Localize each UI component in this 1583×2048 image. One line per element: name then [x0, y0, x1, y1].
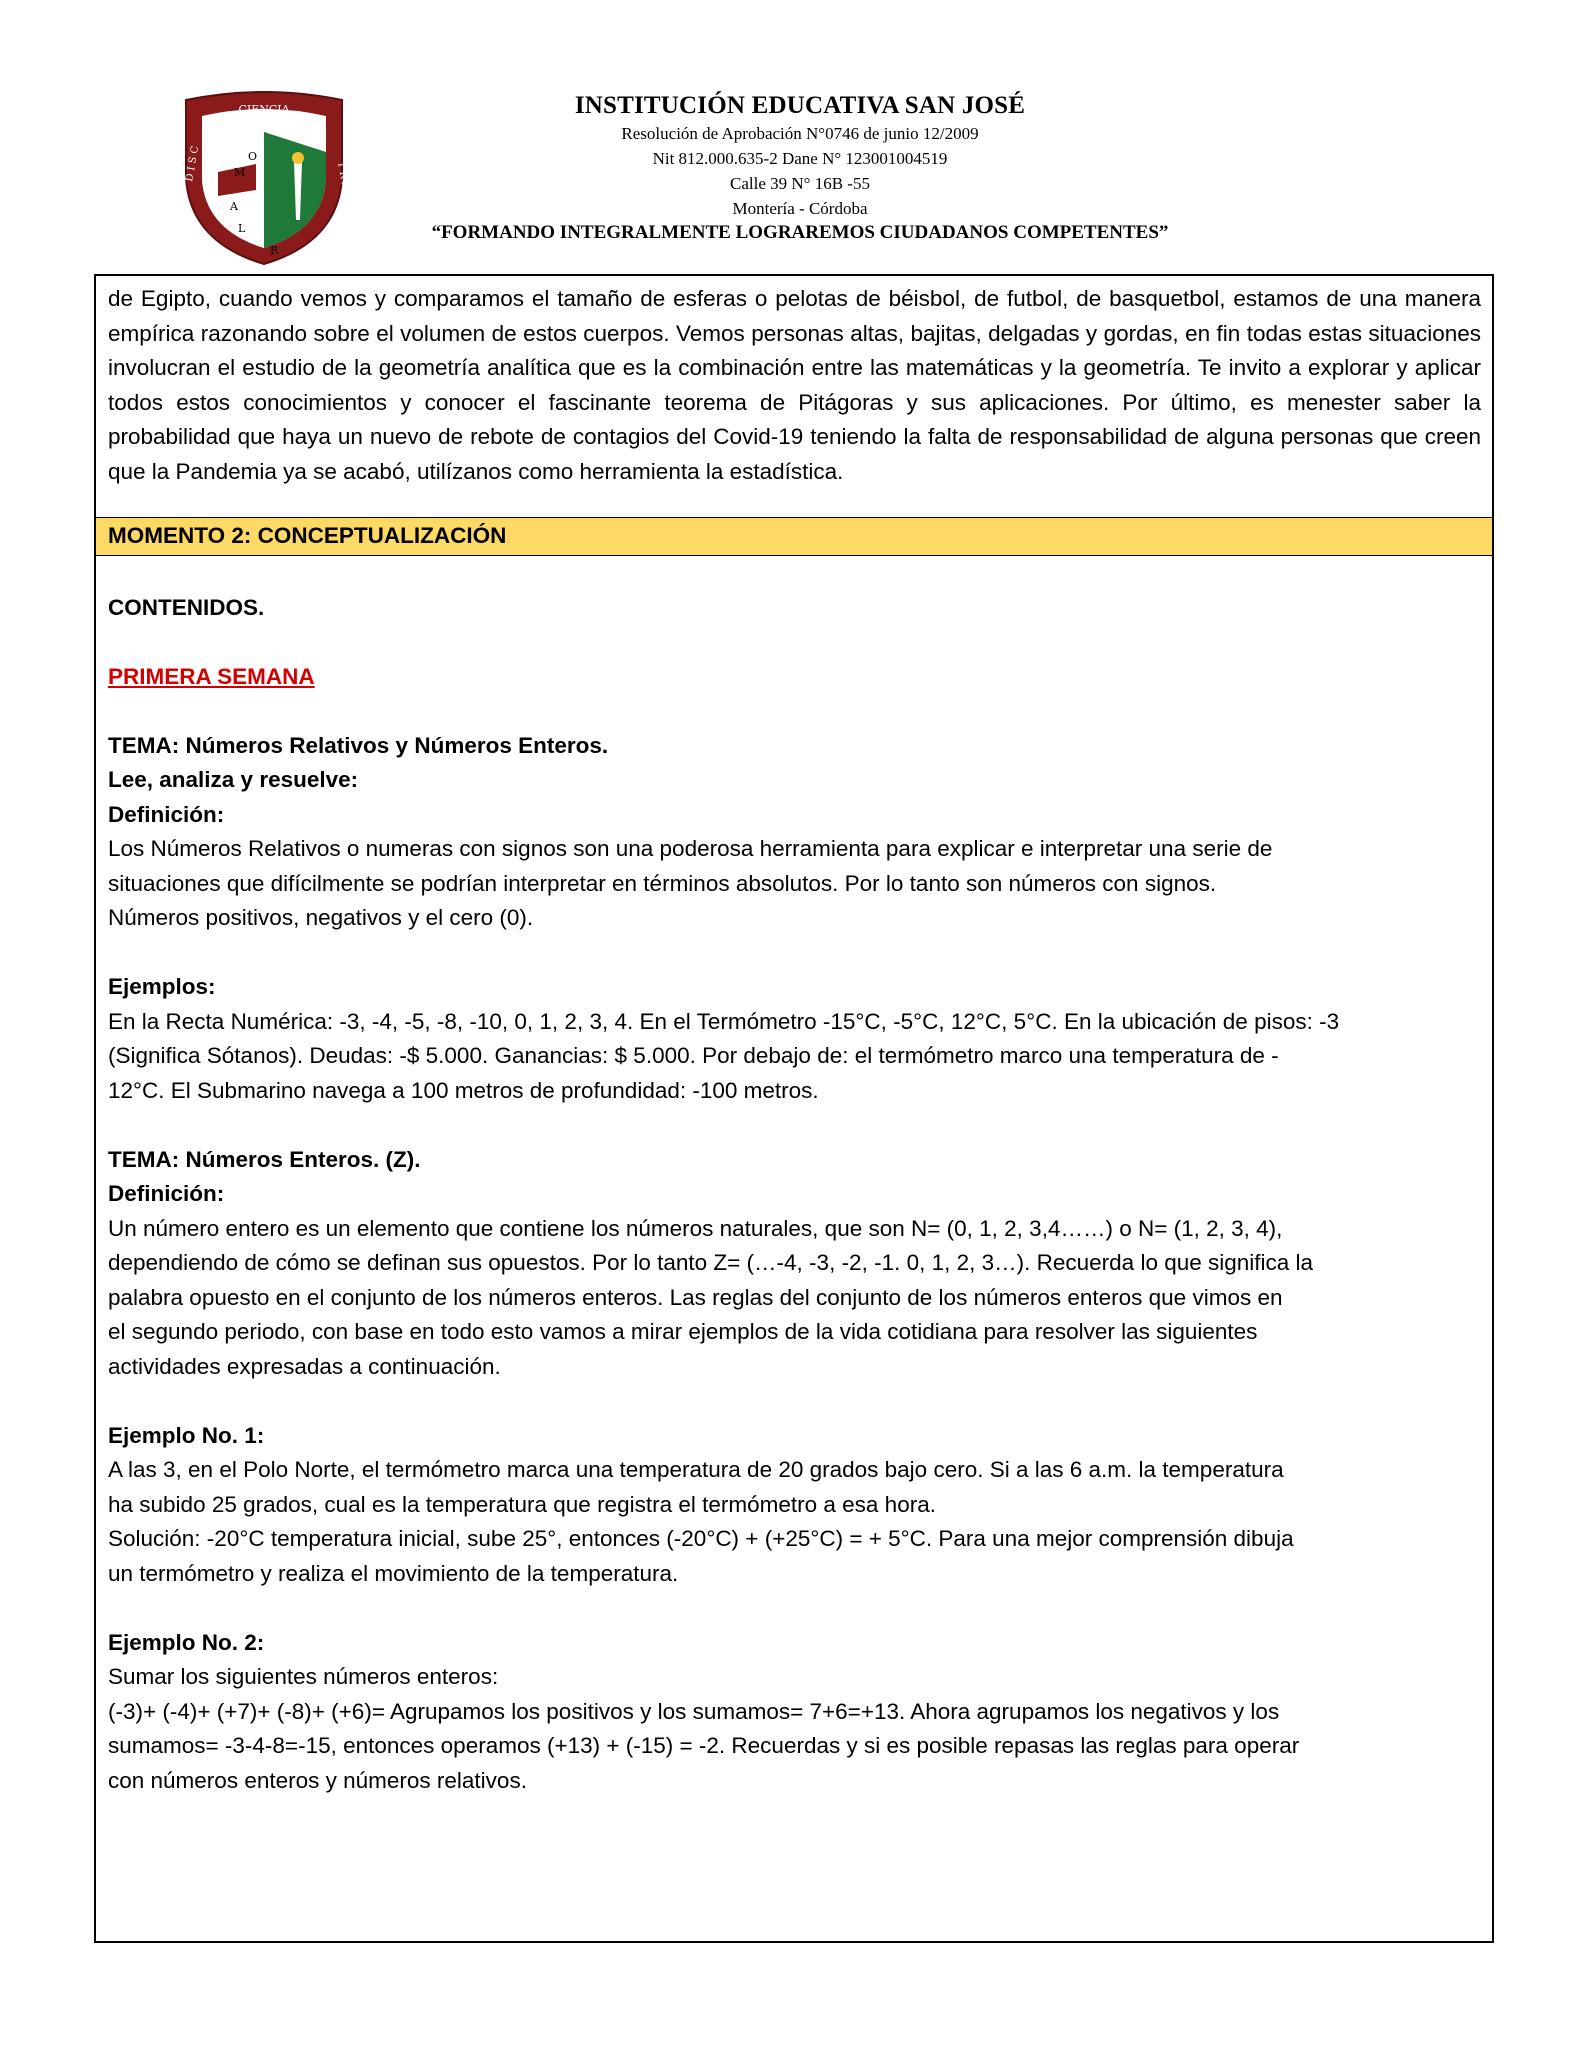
crest-icon — [178, 92, 353, 268]
page-header — [0, 0, 1583, 270]
tema1-heading: TEMA: Números Relativos y Números Enteros. — [108, 732, 609, 758]
ejemplo2-line: (-3)+ (-4)+ (+7)+ (-8)+ (+6)= Agrupamos los positivos y los sumamos= 7+6=+13. Ahora agrupamos los negativos y los — [108, 1698, 1280, 1724]
ejemplos-line: (Significa Sótanos). Deudas: -$ 5.000. Ganancias: $ 5.000. Por debajo de: el termómetro marco una temperatura de - — [108, 1043, 1279, 1068]
ejemplos-line: En la Recta Numérica: -3, -4, -5, -8, -10, 0, 1, 2, 3, 4. En el Termómetro -15°C, -5°C, 12°C, 5°C. En la ubicación de pisos: -3 — [108, 1008, 1340, 1034]
ejemplo1-label: Ejemplo No. 1: — [108, 1422, 265, 1448]
svg-text:CIENCIA: CIENCIA — [238, 103, 290, 116]
ejemplo2-line: sumamos= -3-4-8=-15, entonces operamos (+13) + (-15) = -2. Recuerdas y si es posible repasas las reglas para operar — [108, 1733, 1300, 1758]
svg-text:A: A — [230, 200, 238, 213]
svg-text:L: L — [238, 222, 246, 235]
def1-label: Definición: — [108, 801, 225, 827]
institution-name: INSTITUCIÓN EDUCATIVA SAN JOSÉ — [574, 92, 1026, 119]
def2-line: actividades expresadas a continuación. — [108, 1353, 501, 1379]
ejemplo2-line: con números enteros y números relativos. — [108, 1767, 527, 1793]
svg-text:M: M — [234, 166, 246, 179]
school-crest-logo — [178, 92, 353, 268]
svg-text:R: R — [270, 244, 279, 257]
def1-line: situaciones que difícilmente se podrían interpretar en términos absolutos. Por lo tanto son números con signos. — [108, 870, 1217, 896]
def2-line: Un número entero es un elemento que contiene los números naturales, que son N= (0, 1, 2, 3,4……) o N= (1, 2, 3, 4), — [108, 1215, 1283, 1241]
def2-line: dependiendo de cómo se definan sus opuestos. Por lo tanto Z= (…-4, -3, -2, -1. 0, 1, 2, 3…). Recuerda lo que significa la — [108, 1250, 1314, 1275]
moment-2-header: MOMENTO 2: CONCEPTUALIZACIÓN — [96, 518, 1492, 556]
def2-line: palabra opuesto en el conjunto de los números enteros. Las reglas del conjunto de los números enteros que vimos en — [108, 1284, 1283, 1310]
def1-line: Números positivos, negativos y el cero (0). — [108, 905, 534, 930]
resolution-line: Resolución de Aprobación N°0746 de junio 12/2009 — [621, 124, 979, 143]
address-line: Calle 39 N° 16B -55 — [730, 174, 870, 193]
ejemplos-line: 12°C. El Submarino navega a 100 metros de profundidad: -100 metros. — [108, 1077, 819, 1103]
def2-line: el segundo periodo, con base en todo esto vamos a mirar ejemplos de la vida cotidiana para resolver las siguientes — [108, 1319, 1258, 1344]
city-line: Montería - Córdoba — [732, 199, 868, 218]
ejemplo1-line: Solución: -20°C temperatura inicial, sube 25°, entonces (-20°C) + (+25°C) = + 5°C. Para una mejor comprensión dibuja — [108, 1526, 1294, 1551]
ejemplo2-label: Ejemplo No. 2: — [108, 1629, 265, 1655]
svg-text:D I S C: D I S C — [184, 145, 202, 183]
instruction-line: Lee, analiza y resuelve: — [108, 767, 359, 792]
document-table — [94, 274, 1494, 1943]
def2-label: Definición: — [108, 1181, 225, 1206]
contenidos-heading: CONTENIDOS. — [108, 594, 265, 620]
svg-text:O: O — [248, 150, 258, 163]
institution-motto: “FORMANDO INTEGRALMENTE LOGRAREMOS CIUDADANOS COMPETENTES” — [431, 222, 1169, 243]
intro-section — [96, 276, 1492, 518]
ejemplo1-line: ha subido 25 grados, cual es la temperatura que registra el termómetro a esa hora. — [108, 1491, 936, 1517]
tema2-heading: TEMA: Números Enteros. (Z). — [108, 1146, 421, 1172]
intro-paragraph: de Egipto, cuando vemos y comparamos el tamaño de esferas o pelotas de béisbol, de futbol, de basquetbol, estamos de una manera empírica razonando sobre el volumen de estos cuerpos. Vemos personas altas, bajitas, delgadas y gordas, en fin todas estas situaciones involucran el estudio de la geometría analítica que es la combinación entre las matemáticas y la geometría. Te invito a explorar y aplicar todos estos conocimientos y conocer el fascinante teorema de Pitágoras y sus aplicaciones. Por último, es menester saber la probabilidad que haya un nuevo de rebote de contagios del Covid-19 teniendo la falta de responsabilidad de alguna personas que creen que la Pandemia ya se acabó, utilízanos como herramienta la estadística. — [108, 286, 1481, 484]
svg-text:T R A B: T R A B — [335, 160, 353, 201]
ejemplo1-line: A las 3, en el Polo Norte, el termómetro marca una temperatura de 20 grados bajo cero. Si a las 6 a.m. la temperatura — [108, 1457, 1284, 1482]
content-section — [108, 556, 1480, 1798]
ejemplo1-line: un termómetro y realiza el movimiento de la temperatura. — [108, 1560, 679, 1586]
ejemplos-label: Ejemplos: — [108, 974, 216, 999]
def1-line: Los Números Relativos o numeras con signos son una poderosa herramienta para explicar e interpretar una serie de — [108, 836, 1273, 861]
ejemplo2-line: Sumar los siguientes números enteros: — [108, 1664, 499, 1689]
week-heading: PRIMERA SEMANA — [108, 663, 315, 689]
nit-line: Nit 812.000.635-2 Dane N° 123001004519 — [652, 149, 948, 168]
